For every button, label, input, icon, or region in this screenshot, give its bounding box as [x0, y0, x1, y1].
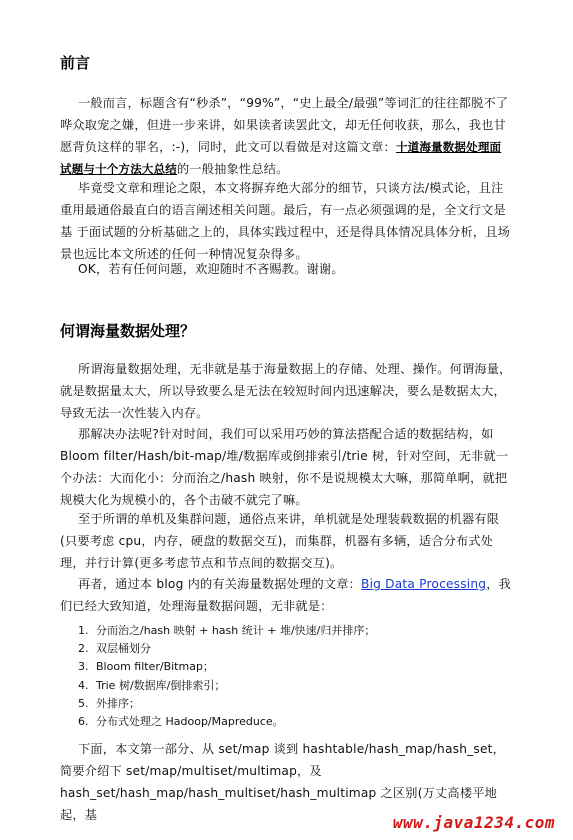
- ten-questions-link[interactable]: 十道海量数据处理面试题与十个方法大总结: [60, 140, 502, 176]
- what-is-p4-tail: ，我们已经大致知道，处理海量数据问题，无非就是：: [60, 577, 512, 613]
- preface-heading: 前言: [60, 54, 91, 72]
- what-is-paragraph-4: [60, 573, 512, 617]
- list-item: [78, 713, 375, 731]
- list-item-number: 5.: [78, 696, 89, 710]
- list-item-text: Bloom filter/Bitmap；: [96, 660, 214, 674]
- preface-paragraph-3: OK，若有任何问题，欢迎随时不吝赐教。谢谢。: [78, 262, 344, 276]
- list-item-text: Trie 树/数据库/倒排索引；: [96, 678, 226, 692]
- list-item: [78, 622, 375, 640]
- list-item-text: 分而治之/hash 映射 + hash 统计 + 堆/快速/归并排序；: [96, 624, 376, 637]
- big-data-processing-link[interactable]: Big Data Processing: [361, 577, 487, 591]
- what-is-heading: 何谓海量数据处理？: [60, 322, 196, 340]
- list-item-number: 2.: [78, 642, 89, 656]
- what-is-p4-text: 再者，通过本 blog 内的有关海量数据处理的文章：: [78, 577, 362, 591]
- methods-list: [78, 622, 375, 731]
- list-item-text: 双层桶划分: [96, 642, 151, 656]
- preface-paragraph-1: [60, 92, 512, 180]
- list-item-number: 1.: [78, 624, 89, 637]
- site-watermark: www.java1234.com: [392, 813, 555, 832]
- list-item: [78, 695, 375, 713]
- what-is-paragraph-3: 至于所谓的单机及集群问题，通俗点来讲，单机就是处理装载数据的机器有限(只要考虑 cpu，内存，硬盘的数据交互)，而集群，机器有多辆，适合分布式处理，并行计算(更多考虑节点和节点间的数据交互)。: [60, 512, 500, 570]
- preface-paragraph-2: 毕竟受文章和理论之限，本文将摒弃绝大部分的细节，只谈方法/模式论，且注重用最通俗最直白的语言阐述相关问题。最后，有一点必须强调的是，全文行文是基 于面试题的分析基础之上的，具体实践过程中，还是得具体情况具体分析，且场景也远比本文所述的任何一种情况复杂得多。: [60, 181, 511, 261]
- list-item-number: 3.: [78, 660, 89, 674]
- list-item-text: 外排序；: [96, 696, 140, 710]
- preface-p1-tail: 的一般抽象性总结。: [177, 162, 289, 176]
- list-item-number: 4.: [78, 678, 89, 692]
- list-item-number: 6.: [78, 714, 89, 728]
- what-is-paragraph-2: 那解决办法呢?针对时间，我们可以采用巧妙的算法搭配合适的数据结构，如Bloom filter/Hash/bit-map/堆/数据库或倒排索引/trie 树，针对空间，无非就一个办法：大而化小：分而治之/hash 映射，你不是说规模太大嘛，那简单啊，就把规模大化为规模小的，各个击破不就完了嘛。: [60, 427, 509, 507]
- list-item-text: 分布式处理之 Hadoop/Mapreduce。: [96, 714, 284, 728]
- list-item: [78, 640, 375, 658]
- list-item: [78, 677, 375, 695]
- what-is-paragraph-1: 所谓海量数据处理，无非就是基于海量数据上的存储、处理、操作。何谓海量，就是数据量太大，所以导致要么是无法在较短时间内迅速解决，要么是数据太大，导致无法一次性装入内存。: [60, 362, 512, 420]
- preface-p1-text: 一般而言，标题含有“秒杀”，“99%”，“史上最全/最强”等词汇的往往都脱不了哗众取宠之嫌，但进一步来讲，如果读者读罢此文，却无任何收获，那么，我也甘愿背负这样的罪名，:-)，同时，此文可以看做是对这篇文章：: [60, 96, 509, 154]
- what-is-paragraph-5: 下面，本文第一部分、从 set/map 谈到 hashtable/hash_map/hash_set，简要介绍下 set/map/multiset/multimap，及 hash_set/hash_map/hash_multiset/hash_multimap 之区别(万丈高楼平地起，基: [60, 742, 506, 822]
- list-item: [78, 658, 375, 676]
